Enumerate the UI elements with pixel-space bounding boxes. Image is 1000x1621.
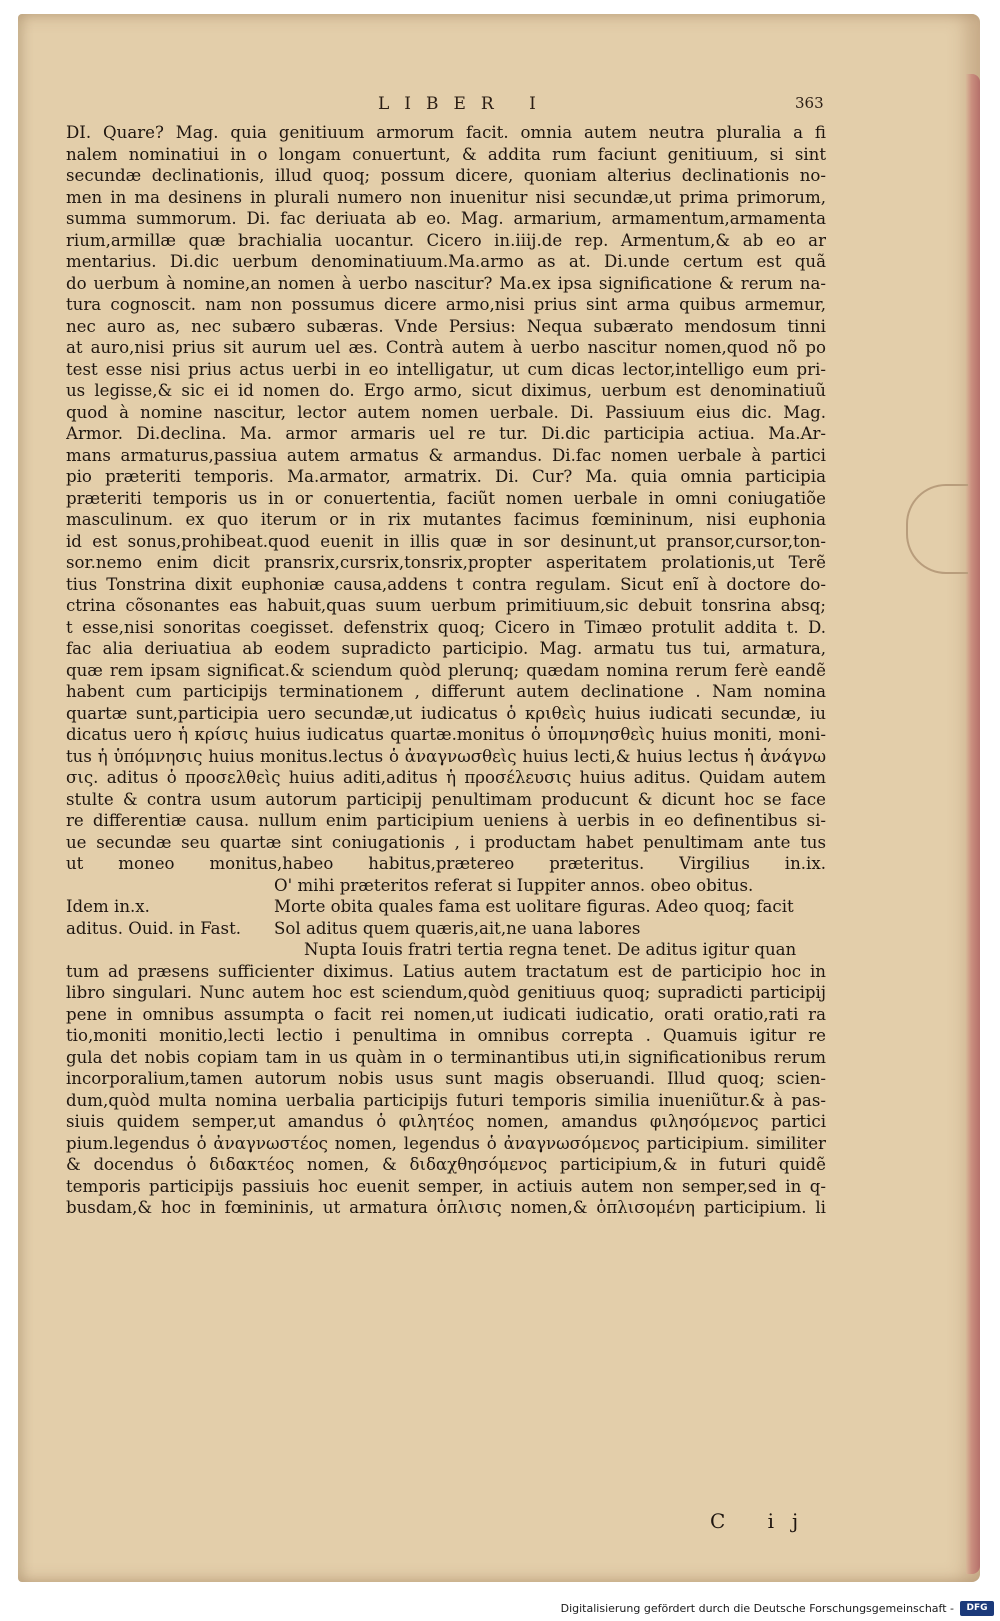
text-line: nec auro as, nec subæro subæras. Vnde Persius: Nequa subærato mendosum tinni [66, 316, 826, 336]
text-line: masculinum. ex quo iterum or in rix mutantes facimus fœmininum, nisi euphonia [66, 510, 826, 529]
verse-line: O' mihi præteritos referat si Iuppiter annos. obeo obitus. [274, 875, 754, 895]
text-line: Armor. Di.declina. Ma. armor armaris uel re tur. Di.dic participia actiua. Ma.Ar- [66, 424, 826, 443]
text-line: stulte & contra usum autorum participij penultimam producunt & dicunt hoc se face [66, 789, 826, 809]
text-line: re differentiæ causa. nullum enim participium ueniens à uerbis in eo definentibus si- [66, 811, 826, 830]
text-line: test esse nisi prius actus uerbi in eo intelligatur, ut cum dicas lector,intelligo eum pri- [66, 359, 826, 379]
text-line: σις. aditus ὁ προσελθεὶς huius aditi,aditus ἡ προσέλευσις huius aditus. Quidam autem [66, 768, 826, 787]
verse-row [66, 896, 826, 918]
dfg-logo: DFG [960, 1601, 994, 1616]
text-line: siuis quidem semper,ut amandus ὁ φιλητέος nomen, amandus φιλησόμενος partici [66, 1112, 826, 1131]
text-line: secundæ declinationis, illud quoq; possum dicere, quoniam alterius declinationis no- [66, 166, 826, 185]
text-line: mans armaturus,passiua autem armatus & armandus. Di.fac nomen uerbale à partici [66, 445, 826, 465]
text-line: ctrina cõsonantes eas habuit,quas suum uerbum primitiuum,sic debuit tonsrina absq; [66, 596, 826, 615]
page-edge [966, 74, 980, 1574]
verse-line: Morte obita quales fama est uolitare figuras. Adeo quoq; facit [274, 897, 794, 916]
text-line: pium.legendus ὁ ἀναγνωστέος nomen, legendus ὁ ἀναγνωσόμενος participium. similiter [66, 1133, 826, 1153]
text-line: incorporalium,tamen autorum nobis usus sunt magis obseruandi. Illud quoq; scien- [66, 1069, 826, 1088]
text-line: quod à nomine nascitur, lector autem nomen uerbale. Di. Passiuum eius dic. Mag. [66, 402, 826, 422]
text-line: busdam,& hoc in fœmininis, ut armatura ὁπλισις nomen,& ὁπλισομένη participium. li [66, 1198, 826, 1217]
text-line: fac alia deriuatiua ab eodem supradicto participio. Mag. armatu tus tui, armatura, [66, 639, 826, 658]
text-line: do uerbum à nomine,an nomen à uerbo nascitur? Ma.ex ipsa significatione & rerum na- [66, 273, 826, 293]
margin-note: Idem in.x. [66, 897, 150, 916]
footer-bar [0, 1595, 1000, 1621]
page-tab-mark [906, 484, 968, 574]
footer-credit: Digitalisierung gefördert durch die Deutsche Forschungsgemeinschaft - [560, 1602, 954, 1615]
text-line: & docendus ὁ διδακτέος nomen, & διδαχθησόμενος participium,& in futuri quidẽ [66, 1155, 826, 1174]
text-line: dum,quòd multa nomina uerbalia participijs futuri temporis similia inueniũtur.& à pas- [66, 1090, 826, 1110]
text-line: ue secundæ seu quartæ sint coniugationis , i productam habet penultimam ante tus [66, 832, 826, 852]
text-line: men in ma desinens in plurali numero non inuenitur nisi secundæ,ut prima primorum, [66, 187, 826, 207]
text-line: tus ἡ ὑπόμνησις huius monitus.lectus ὁ ἀναγνωσθεὶς huius lecti,& huius lectus ἡ ἀνάγνω [66, 746, 826, 766]
text-line: id est sonus,prohibeat.quod euenit in illis quæ in sor desinunt,ut pransor,cursor,ton- [66, 531, 826, 551]
text-line: tio,moniti monitio,lecti lectio i penultima in omnibus correpta . Quamuis igitur re [66, 1026, 826, 1045]
text-line: us legisse,& sic ei id nomen do. Ergo armo, sicut diximus, uerbum est denominatiuũ [66, 381, 826, 400]
verse-line: Sol aditus quem quæris,ait,ne uana labores [274, 918, 641, 938]
text-line: tum ad præsens sufficienter diximus. Latius autem tractatum est de participio hoc in [66, 961, 826, 981]
text-line: rium,armillæ quæ brachialia uocantur. Cicero in.iiij.de rep. Armentum,& ab eo ar [66, 230, 826, 250]
text-line: habent cum participijs terminationem , differunt autem declinatione . Nam nomina [66, 682, 826, 701]
text-line: pene in omnibus assumpta o facit rei nomen,ut iudicati iudicatio, orati oratio,rati ra [66, 1004, 826, 1024]
running-title: LIBER I [378, 94, 551, 114]
text-line: DI. Quare? Mag. quia genitiuum armorum facit. omnia autem neutra pluralia a fi [66, 123, 826, 142]
text-line: præteriti temporis us in or conuertentia, faciũt nomen uerbale in omni coniugatiõe [66, 488, 826, 508]
text-line: at auro,nisi prius sit aurum uel æs. Contrà autem à uerbo nascitur nomen,quod nõ po [66, 338, 826, 357]
text-line: sor.nemo enim dicit pransrix,cursrix,tonsrix,propter asperitatem prolationis,ut Terẽ [66, 553, 826, 572]
verse-line: Nupta Iouis fratri tertia regna tenet. De aditus igitur quan [304, 940, 797, 959]
text-line: quæ rem ipsam significat.& sciendum quòd plerunq; quædam nomina rerum ferè eandẽ [66, 660, 826, 680]
margin-note: aditus. Ouid. in Fast. [66, 918, 242, 938]
text-line: dicatus uero ἡ κρίσις huius iudicatus quartæ.monitus ὁ ὑπομνησθεὶς huius moniti, moni- [66, 725, 826, 744]
text-line: tura cognoscit. nam non possumus dicere armo,nisi prius sint arma quibus armemur, [66, 295, 826, 314]
text-line: pio præteriti temporis. Ma.armator, armatrix. Di. Cur? Ma. quia omnia participia [66, 467, 826, 486]
text-line: tius Tonstrina dixit euphoniæ causa,addens t contra regulam. Sicut enĩ à doctore do- [66, 574, 826, 594]
body-text [66, 122, 826, 1219]
folio-number: 363 [795, 94, 824, 112]
text-line: ut moneo monitus,habeo habitus,prætereo præteritus. Virgilius in.ix. [66, 854, 826, 873]
verse-row [66, 918, 826, 940]
text-line: gula det nobis copiam tam in us quàm in o terminantibus uti,in significationibus rerum [66, 1047, 826, 1067]
text-line: libro singulari. Nunc autem hoc est sciendum,quòd genitiuus quoq; supradicti participij [66, 983, 826, 1002]
text-line: mentarius. Di.dic uerbum denominatiuum.Ma.armo as at. Di.unde certum est quã [66, 252, 826, 271]
catchword: C ij [710, 1509, 817, 1533]
book-page [18, 14, 980, 1582]
text-line: nalem nominatiui in o longam conuertunt, & addita rum faciunt genitiuum, si sint [66, 144, 826, 164]
text-line: t esse,nisi sonoritas coegisset. defenstrix quoq; Cicero in Timæo protulit addita t. D. [66, 617, 826, 637]
text-line: summa summorum. Di. fac deriuata ab eo. Mag. armarium, armamentum,armamenta [66, 209, 826, 228]
text-line: temporis participijs passiuis hoc euenit semper, in actiuis autem non semper,sed in q- [66, 1176, 826, 1196]
text-line: quartæ sunt,participia uero secundæ,ut iudicatus ὁ κριθεὶς huius iudicati secundæ, iu [66, 703, 826, 723]
